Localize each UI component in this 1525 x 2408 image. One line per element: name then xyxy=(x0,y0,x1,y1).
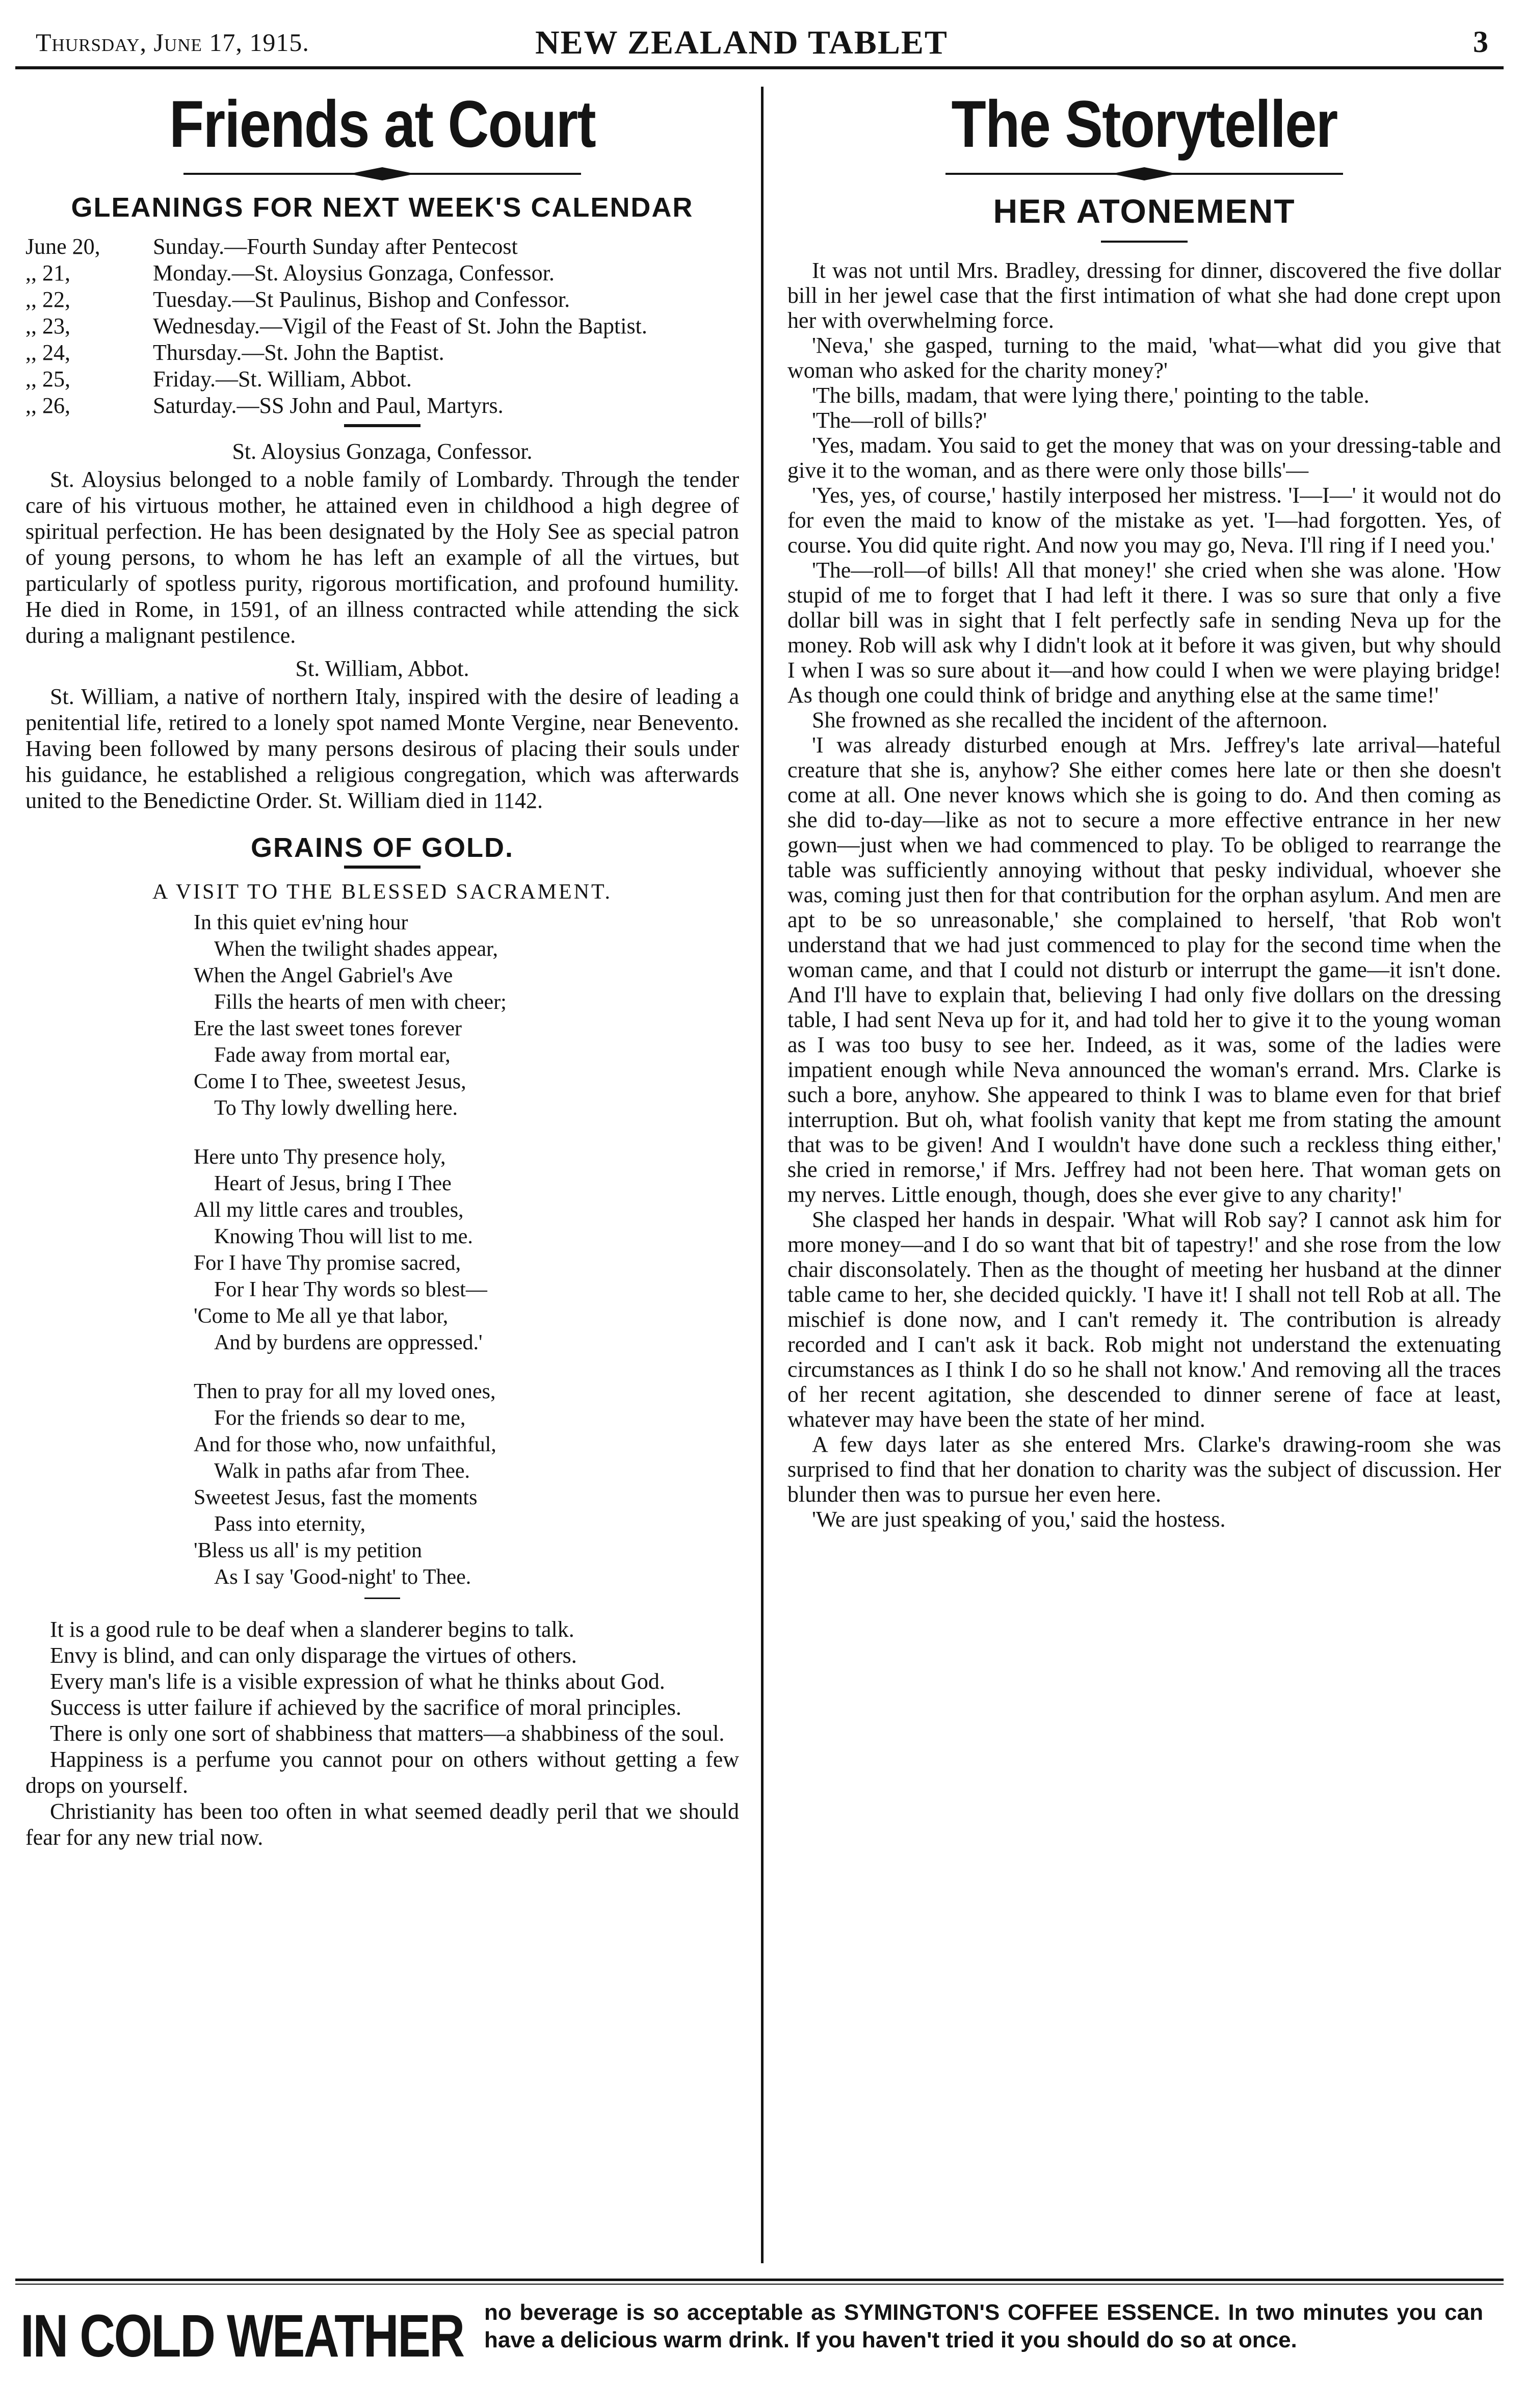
calendar-item: ,, 25, Friday.—St. William, Abbot. xyxy=(25,367,412,391)
calendar-item: ,, 24, Thursday.—St. John the Baptist. xyxy=(25,340,444,365)
poem-line: 'Bless us all' is my petition xyxy=(194,1539,422,1562)
poem-line: Walk in paths afar from Thee. xyxy=(214,1459,470,1483)
poem xyxy=(194,909,739,1590)
poem-line: Ere the last sweet tones forever xyxy=(194,1017,462,1040)
footer-rule xyxy=(15,2279,1504,2281)
story-paragraph: 'Yes, madam. You said to get the money that was on your dressing-table and give it to the woman, and as there were only those bills'— xyxy=(787,433,1501,483)
calendar-item: ,, 21, Monday.—St. Aloysius Gonzaga, Confessor. xyxy=(25,260,555,285)
poem-line: 'Come to Me all ye that labor, xyxy=(194,1304,449,1328)
poem-line: Knowing Thou will list to me. xyxy=(214,1225,473,1248)
column-divider xyxy=(761,87,764,2263)
story-paragraph: It was not until Mrs. Bradley, dressing for dinner, discovered the five dollar bill in her jewel case that the first intimation of what she had done crept upon her with overwhelming force. xyxy=(787,258,1501,333)
poem-line: Heart of Jesus, bring I Thee xyxy=(214,1172,452,1195)
poem-line: And by burdens are oppressed.' xyxy=(214,1331,483,1354)
maxim-paragraph: Happiness is a perfume you cannot pour on others without getting a few drops on yourself. xyxy=(25,1747,739,1798)
calendar-item: ,, 26, Saturday.—SS John and Paul, Martyrs. xyxy=(25,393,504,418)
story-paragraph: 'I was already disturbed enough at Mrs. Jeffrey's late arrival—hateful creature that she is, anyhow? She either comes here late or then she doesn't come at all. One never knows which she is going to do. And then coming as she did to-day—like as not to secure a more effective entrance in her new gown—just when we had commenced to play. To be obliged to rearrange the table was sufficiently annoying without that pesky individual, whoever she was, coming just then for that contribution for the orphan asylum. And men are apt to be so unreasonable,' she complained to herself, 'that Rob won't understand that we had just commenced to play for the second time when the woman came, and that I could not disturb or interrupt the game—it isn't done. And I'll have to explain that, believing I had only five dollars on the dressing table, I had sent Neva up for it, and had told her to give it to the young woman as I was too busy to see her. Indeed, as it was, some of the ladies were impatient enough while Neva announced the woman's errand. Mrs. Clarke is such a bore, anyhow. She appeared to think I was to blame even for that brief interruption. But oh, what foolish vanity that kept me from stating the amount that was to be given! And I wouldn't have done such a reckless thing either,' she cried in remorse,' if Mrs. Jeffrey had not been here. That woman gets on my nerves. Little enough, though, does she ever give to any charity!' xyxy=(787,732,1501,1207)
poem-line: When the Angel Gabriel's Ave xyxy=(194,964,453,987)
poem-line: Here unto Thy presence holy, xyxy=(194,1145,446,1169)
story-paragraph: 'The—roll—of bills! All that money!' she cried when she was alone. 'How stupid of me to forget that I had left it there. I was so sure that only a five dollar bill was in sight that I felt perfectly safe in sending Neva up for the money. Rob will ask why I didn't look at it before it was given, but why should I when I was so sure about it—and how could I when we were playing bridge! As though one could think of bridge and anything else at the same time!' xyxy=(787,558,1501,708)
poem-line: Come I to Thee, sweetest Jesus, xyxy=(194,1070,466,1093)
right-column xyxy=(787,76,1501,1532)
story-title: HER ATONEMENT xyxy=(993,192,1296,230)
poem-line: Then to pray for all my loved ones, xyxy=(194,1380,496,1403)
short-rule xyxy=(344,866,420,869)
poem-line: To Thy lowly dwelling here. xyxy=(214,1096,458,1120)
page-header xyxy=(15,20,1504,69)
poem-title: A VISIT TO THE BLESSED SACRAMENT. xyxy=(152,880,613,904)
short-rule xyxy=(1101,241,1188,243)
poem-line: In this quiet ev'ning hour xyxy=(194,911,408,934)
poem-line: Pass into eternity, xyxy=(214,1512,366,1536)
poem-line: For the friends so dear to me, xyxy=(214,1406,466,1430)
calendar-list xyxy=(25,233,739,419)
maxim-paragraph: There is only one sort of shabbiness that matters—a shabbiness of the soul. xyxy=(50,1721,725,1746)
maxim-paragraph: It is a good rule to be deaf when a slanderer begins to talk. xyxy=(50,1617,574,1642)
poem-line: For I have Thy promise sacred, xyxy=(194,1251,461,1275)
poem-line: Sweetest Jesus, fast the moments xyxy=(194,1486,478,1509)
saint-heading-aloysius: St. Aloysius Gonzaga, Confessor. xyxy=(232,439,533,464)
poem-line: And for those who, now unfaithful, xyxy=(194,1433,496,1456)
maxim-paragraph: Every man's life is a visible expression of what he thinks about God. xyxy=(50,1669,665,1694)
calendar-item: ,, 22, Tuesday.—St Paulinus, Bishop and Confessor. xyxy=(25,287,570,312)
footer-rule-thin xyxy=(15,2284,1504,2285)
maxim-paragraph: Envy is blind, and can only disparage the virtues of others. xyxy=(50,1643,577,1668)
poem-line: For I hear Thy words so blest— xyxy=(214,1278,487,1301)
left-column xyxy=(25,76,739,1850)
story-paragraph: 'The—roll of bills?' xyxy=(812,408,987,433)
poem-line: All my little cares and troubles, xyxy=(194,1198,464,1222)
ornamental-rule xyxy=(945,166,1343,181)
story-paragraph: A few days later as she entered Mrs. Clarke's drawing-room she was surprised to find that her donation to charity was the subject of discussion. Her blunder then was to pursue her even here. xyxy=(787,1432,1501,1507)
story-paragraph: She frowned as she recalled the incident of the afternoon. xyxy=(812,708,1328,732)
saint-heading-william: St. William, Abbot. xyxy=(295,656,469,681)
saint-body-aloysius: St. Aloysius belonged to a noble family of Lombardy. Through the tender care of his virtuous mother, he attained even in childhood a high degree of spiritual perfection. He has been designated by the Holy See as special patron of young persons, to whom he has left an example of all the virtues, but particularly of spotless purity, rigorous mortification, and profound humility. He died in Rome, in 1591, of an illness contracted while attending the sick during a malignant pestilence. xyxy=(25,467,739,648)
grains-of-gold-heading: GRAINS OF GOLD. xyxy=(251,832,514,863)
newspaper-title: NEW ZEALAND TABLET xyxy=(535,24,948,61)
story-paragraph: 'Neva,' she gasped, turning to the maid, 'what—what did you give that woman who asked for the charity money?' xyxy=(787,333,1501,383)
poem-line: Fills the hearts of men with cheer; xyxy=(214,990,507,1014)
ornamental-rule xyxy=(183,166,581,181)
story-paragraph: 'The bills, madam, that were lying there,' pointing to the table. xyxy=(812,383,1370,408)
maxim-paragraph: Success is utter failure if achieved by the sacrifice of moral principles. xyxy=(50,1695,681,1720)
story-paragraph: 'We are just speaking of you,' said the hostess. xyxy=(812,1507,1226,1532)
story-paragraph: 'Yes, yes, of course,' hastily interposed her mistress. 'I—I—' it would not do for even the maid to know of the mistake as yet. 'I—had forgotten. Yes, of course. You did quite right. And now you may go, Neva. I'll ring if I need you.' xyxy=(787,483,1501,558)
maxims xyxy=(25,1616,739,1850)
page-number: 3 xyxy=(1473,25,1488,59)
issue-date: Thursday, June 17, 1915. xyxy=(36,28,309,57)
short-rule xyxy=(344,424,420,427)
maxim-paragraph: Christianity has been too often in what seemed deadly peril that we should fear for any new trial now. xyxy=(25,1799,739,1850)
short-rule xyxy=(364,1598,400,1599)
poem-line: As I say 'Good-night' to Thee. xyxy=(214,1565,471,1589)
saint-body-william: St. William, a native of northern Italy, inspired with the desire of leading a penitential life, retired to a lonely spot named Monte Vergine, near Benevento. Having been followed by many persons desirous of placing their souls under his guidance, he established a religious congregation, which was afterwards united to the Benedictine Order. St. William died in 1142. xyxy=(25,684,739,813)
section-title-friends-at-court: Friends at Court xyxy=(169,87,595,161)
poem-line: When the twilight shades appear, xyxy=(214,937,498,961)
story-paragraph: She clasped her hands in despair. 'What will Rob say? I cannot ask him for more money—and I do so want that bit of tapestry!' and she rose from the low chair disconsolately. Then as the thought of meeting her husband at the dinner table came to her, she decided quickly. 'I have it! I shall not tell Rob at all. The mischief is done now, and I can't remedy it. The contribution is already recorded and I can't ask it back. Rob might not understand the extenuating circumstances as I think I do so he shall not know.' And removing all the traces of her recent agitation, she descended to dinner serene of face at least, whatever may have been the state of her mind. xyxy=(787,1207,1501,1432)
calendar-heading: GLEANINGS FOR NEXT WEEK'S CALENDAR xyxy=(71,192,694,223)
calendar-item: June 20, Sunday.—Fourth Sunday after Pentecost xyxy=(25,234,518,259)
section-title-storyteller: The Storyteller xyxy=(951,87,1337,161)
poem-line: Fade away from mortal ear, xyxy=(214,1043,451,1067)
ad-headline: IN COLD WEATHER xyxy=(20,2302,464,2370)
calendar-item: ,, 23, Wednesday.—Vigil of the Feast of St. John the Baptist. xyxy=(25,313,647,338)
ad-text: no beverage is so acceptable as SYMINGTON'S COFFEE ESSENCE. In two minutes you can have a delicious warm drink. If you haven't tried it you should do so at once. xyxy=(484,2300,1483,2352)
